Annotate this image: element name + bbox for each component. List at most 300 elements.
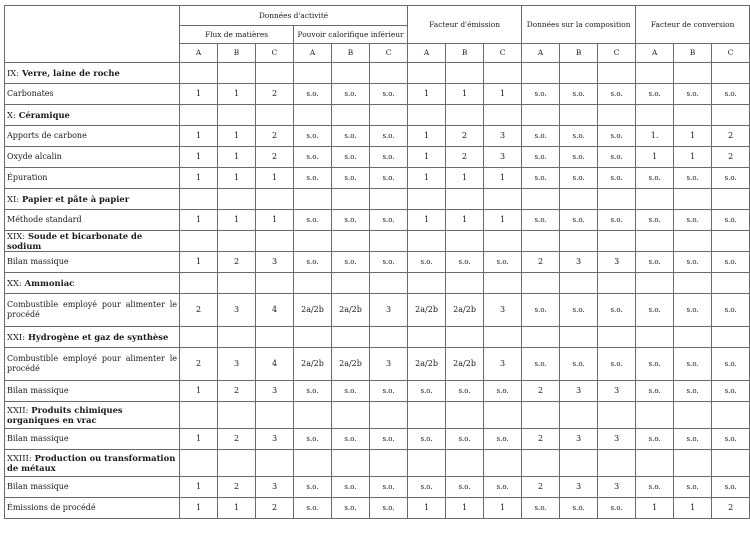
section-name: Papier et pâte à papier [22,194,130,204]
row-label: Apports de carbone [5,126,180,147]
table-cell: 3 [256,381,294,402]
table-cell: s.o. [522,210,560,231]
empty-cell [598,63,636,84]
table-cell: s.o. [294,84,332,105]
empty-cell [218,231,256,252]
empty-cell [674,327,712,348]
empty-cell [712,105,750,126]
table-cell: 3 [484,126,522,147]
empty-cell [180,189,218,210]
empty-cell [522,327,560,348]
table-cell: s.o. [674,252,712,273]
table-cell: s.o. [294,147,332,168]
column-letter: A [294,44,332,63]
empty-cell [180,402,218,429]
empty-cell [332,327,370,348]
empty-cell [256,231,294,252]
empty-cell [522,105,560,126]
empty-cell [446,450,484,477]
table-cell: s.o. [522,294,560,327]
table-cell: 1 [484,498,522,519]
empty-cell [408,231,446,252]
table-cell: 2 [218,381,256,402]
section-number: IX: [7,68,20,78]
table-cell: s.o. [560,294,598,327]
empty-cell [712,327,750,348]
table-cell: 1 [674,126,712,147]
section-number: XIX: [7,231,26,241]
empty-cell [712,273,750,294]
empty-cell [674,189,712,210]
empty-cell [256,450,294,477]
table-cell: 3 [598,252,636,273]
section-name: Produits chimiques organiques en vrac [7,405,123,425]
section-name: Verre, laine de roche [22,68,120,78]
row-label: Bilan massique [5,252,180,273]
section-title [5,450,180,477]
empty-cell [674,231,712,252]
empty-cell [332,273,370,294]
empty-cell [636,327,674,348]
table-cell: s.o. [522,168,560,189]
column-letter: B [446,44,484,63]
table-row [5,210,750,231]
table-cell: 2 [712,126,750,147]
section-row [5,189,750,210]
section-name: Ammoniac [24,278,75,288]
column-letter: C [598,44,636,63]
table-cell: 2 [180,294,218,327]
table-cell: 2 [446,126,484,147]
table-cell: s.o. [636,210,674,231]
section-title [5,231,180,252]
table-cell: s.o. [370,84,408,105]
empty-cell [674,402,712,429]
table-cell: 1 [180,168,218,189]
table-cell: s.o. [674,429,712,450]
table-cell: 1 [674,498,712,519]
empty-cell [636,63,674,84]
section-row [5,273,750,294]
section-name: Soude et bicarbonate de sodium [7,231,143,251]
empty-cell [294,63,332,84]
empty-cell [522,231,560,252]
table-cell: 3 [484,348,522,381]
table-cell: 1 [180,477,218,498]
empty-cell [636,450,674,477]
empty-cell [218,63,256,84]
table-cell: s.o. [408,429,446,450]
empty-cell [370,231,408,252]
table-cell: s.o. [636,84,674,105]
table-cell: 2a/2b [294,294,332,327]
table-row [5,498,750,519]
table-cell: 1 [218,498,256,519]
section-row [5,105,750,126]
table-cell: s.o. [332,84,370,105]
table-cell: 1 [636,498,674,519]
empty-cell [180,327,218,348]
table-cell: 1 [446,168,484,189]
table-cell: 3 [560,252,598,273]
empty-cell [484,327,522,348]
table-cell: 1 [218,168,256,189]
table-cell: 2a/2b [408,348,446,381]
section-row [5,231,750,252]
table-cell: s.o. [636,381,674,402]
group-header: Données d'activité [180,6,408,26]
table-cell: 3 [256,252,294,273]
table-cell: s.o. [408,477,446,498]
table-cell: s.o. [522,348,560,381]
table-cell: 1 [256,168,294,189]
table-cell: 1 [180,381,218,402]
table-cell: s.o. [484,252,522,273]
column-letter: B [674,44,712,63]
empty-cell [408,273,446,294]
table-cell: s.o. [370,210,408,231]
empty-cell [636,105,674,126]
empty-cell [218,105,256,126]
empty-cell [522,273,560,294]
table-cell: s.o. [294,429,332,450]
table-cell: 3 [256,429,294,450]
table-cell: 1 [484,84,522,105]
table-cell: 2a/2b [446,348,484,381]
table-cell: s.o. [712,210,750,231]
table-cell: 3 [484,147,522,168]
table-cell: s.o. [598,168,636,189]
table-cell: s.o. [636,429,674,450]
table-cell: 1 [180,210,218,231]
table-cell: 4 [256,348,294,381]
table-cell: s.o. [598,210,636,231]
empty-cell [446,327,484,348]
table-cell: s.o. [522,147,560,168]
table-cell: s.o. [674,210,712,231]
table-cell: 1 [408,84,446,105]
table-cell: 1 [218,126,256,147]
empty-cell [484,105,522,126]
table-row [5,348,750,381]
empty-cell [218,189,256,210]
table-cell: s.o. [332,252,370,273]
row-label: Combustible employé pour alimenter le procédé [5,348,180,381]
table-cell: 3 [370,294,408,327]
table-cell: s.o. [294,381,332,402]
table-cell: 3 [598,381,636,402]
table-cell: 1 [180,252,218,273]
empty-cell [636,189,674,210]
column-letter: C [256,44,294,63]
table-cell: 3 [598,429,636,450]
empty-cell [446,189,484,210]
table-cell: s.o. [446,429,484,450]
table-cell: s.o. [294,252,332,273]
table-cell: s.o. [674,477,712,498]
table-cell: s.o. [674,168,712,189]
table-cell: s.o. [598,147,636,168]
subgroup-header: Pouvoir calorifique inférieur [294,26,408,44]
table-cell: 1 [484,210,522,231]
empty-cell [446,231,484,252]
table-row [5,381,750,402]
section-row [5,450,750,477]
empty-cell [560,450,598,477]
table-cell: s.o. [674,84,712,105]
empty-cell [218,402,256,429]
empty-cell [598,273,636,294]
table-cell: s.o. [674,294,712,327]
empty-cell [370,402,408,429]
section-number: X: [7,110,16,120]
table-row [5,126,750,147]
empty-cell [332,63,370,84]
table-cell: s.o. [522,84,560,105]
table-cell: 1 [408,147,446,168]
table-cell: 2 [522,381,560,402]
table-cell: s.o. [560,348,598,381]
table-cell: s.o. [484,381,522,402]
table-cell: 1 [180,84,218,105]
table-cell: s.o. [332,381,370,402]
table-cell: 2 [522,252,560,273]
section-number: XXIII: [7,453,32,463]
table-cell: 3 [218,294,256,327]
row-label: Carbonates [5,84,180,105]
empty-cell [674,273,712,294]
table-cell: 1 [446,210,484,231]
empty-cell [522,450,560,477]
empty-cell [484,63,522,84]
row-label: Oxyde alcalin [5,147,180,168]
table-cell: s.o. [636,348,674,381]
empty-cell [712,402,750,429]
table-cell: s.o. [598,126,636,147]
empty-cell [408,402,446,429]
table-cell: 1 [218,147,256,168]
empty-cell [560,105,598,126]
empty-cell [560,327,598,348]
section-number: XX: [7,278,22,288]
table-cell: s.o. [560,210,598,231]
section-title [5,105,180,126]
empty-cell [712,189,750,210]
table-cell: s.o. [332,147,370,168]
table-cell: s.o. [598,348,636,381]
table-cell: s.o. [712,168,750,189]
table-cell: s.o. [332,477,370,498]
table-cell: s.o. [598,294,636,327]
section-name: Céramique [18,110,70,120]
empty-cell [370,273,408,294]
empty-cell [256,63,294,84]
table-cell: s.o. [712,84,750,105]
table-cell: 2 [218,429,256,450]
subgroup-header: Flux de matières [180,26,294,44]
empty-cell [674,63,712,84]
table-cell: s.o. [560,168,598,189]
empty-cell [370,189,408,210]
header-row-groups [5,6,750,26]
table-cell: 2 [218,477,256,498]
table-cell: 1 [218,210,256,231]
section-number: XI: [7,194,20,204]
empty-cell [332,402,370,429]
table-cell: s.o. [674,381,712,402]
table-cell: 2 [446,147,484,168]
empty-cell [408,105,446,126]
empty-cell [370,327,408,348]
table-cell: 4 [256,294,294,327]
empty-cell [560,231,598,252]
empty-cell [256,402,294,429]
section-title [5,63,180,84]
table-cell: s.o. [712,429,750,450]
group-header: Facteur de conversion [636,6,750,44]
table-cell: s.o. [712,294,750,327]
section-number: XXI: [7,332,26,342]
table-cell: s.o. [332,429,370,450]
empty-cell [294,450,332,477]
table-cell: 2 [712,498,750,519]
table-row [5,429,750,450]
table-cell: s.o. [446,252,484,273]
table-cell: s.o. [636,294,674,327]
empty-cell [522,63,560,84]
table-cell: s.o. [370,252,408,273]
empty-cell [408,450,446,477]
column-letter: C [370,44,408,63]
table-container [4,5,750,519]
table-cell: 2a/2b [408,294,446,327]
empty-cell [180,63,218,84]
empty-cell [408,189,446,210]
empty-cell [180,273,218,294]
table-cell: 3 [256,477,294,498]
empty-cell [446,273,484,294]
table-cell: s.o. [560,126,598,147]
table-cell: s.o. [370,126,408,147]
empty-cell [408,63,446,84]
table-cell: s.o. [294,168,332,189]
table-cell: s.o. [598,84,636,105]
empty-cell [598,189,636,210]
table-cell: 1 [180,429,218,450]
table-cell: s.o. [370,429,408,450]
empty-cell [636,231,674,252]
empty-cell [218,450,256,477]
column-letter: A [522,44,560,63]
table-cell: 1. [636,126,674,147]
table-cell: s.o. [712,381,750,402]
empty-cell [180,105,218,126]
empty-cell [560,63,598,84]
table-cell: s.o. [522,126,560,147]
table-cell: s.o. [294,210,332,231]
empty-cell [218,273,256,294]
table-row [5,294,750,327]
empty-cell [294,327,332,348]
table-cell: 1 [408,210,446,231]
empty-cell [446,105,484,126]
table-cell: s.o. [408,252,446,273]
table-cell: 3 [370,348,408,381]
table-cell: 1 [446,84,484,105]
table-cell: 2 [256,84,294,105]
table-cell: 1 [180,498,218,519]
empty-cell [598,450,636,477]
table-cell: 1 [180,126,218,147]
empty-cell [180,231,218,252]
tier-table [4,5,750,519]
row-label: Combustible employé pour alimenter le procédé [5,294,180,327]
row-label: Bilan massique [5,477,180,498]
table-cell: s.o. [332,126,370,147]
table-cell: 1 [484,168,522,189]
empty-cell [484,189,522,210]
table-cell: s.o. [712,252,750,273]
table-cell: 3 [598,477,636,498]
table-cell: s.o. [712,348,750,381]
table-cell: 1 [180,147,218,168]
column-letter: A [408,44,446,63]
empty-cell [294,189,332,210]
empty-cell [180,450,218,477]
table-cell: 2 [256,126,294,147]
section-row [5,327,750,348]
empty-cell [446,402,484,429]
table-cell: s.o. [446,477,484,498]
table-cell: s.o. [446,381,484,402]
empty-cell [370,105,408,126]
table-cell: s.o. [332,498,370,519]
table-cell: s.o. [408,381,446,402]
table-cell: s.o. [636,252,674,273]
table-cell: s.o. [598,498,636,519]
table-cell: s.o. [560,498,598,519]
table-cell: 2 [522,429,560,450]
table-cell: s.o. [332,168,370,189]
table-row [5,252,750,273]
table-cell: 2a/2b [446,294,484,327]
empty-cell [598,402,636,429]
column-letter: B [332,44,370,63]
table-row [5,477,750,498]
table-cell: s.o. [294,477,332,498]
corner-cell [5,6,180,63]
empty-cell [484,231,522,252]
table-cell: 2 [180,348,218,381]
empty-cell [674,450,712,477]
table-row [5,84,750,105]
empty-cell [332,231,370,252]
section-name: Production ou transformation de métaux [7,453,176,473]
empty-cell [712,450,750,477]
empty-cell [408,327,446,348]
table-cell: s.o. [370,477,408,498]
table-cell: s.o. [522,498,560,519]
empty-cell [522,189,560,210]
table-cell: s.o. [636,477,674,498]
column-letter: B [560,44,598,63]
empty-cell [712,63,750,84]
empty-cell [294,273,332,294]
table-cell: s.o. [484,477,522,498]
table-cell: s.o. [370,381,408,402]
empty-cell [484,273,522,294]
empty-cell [598,231,636,252]
